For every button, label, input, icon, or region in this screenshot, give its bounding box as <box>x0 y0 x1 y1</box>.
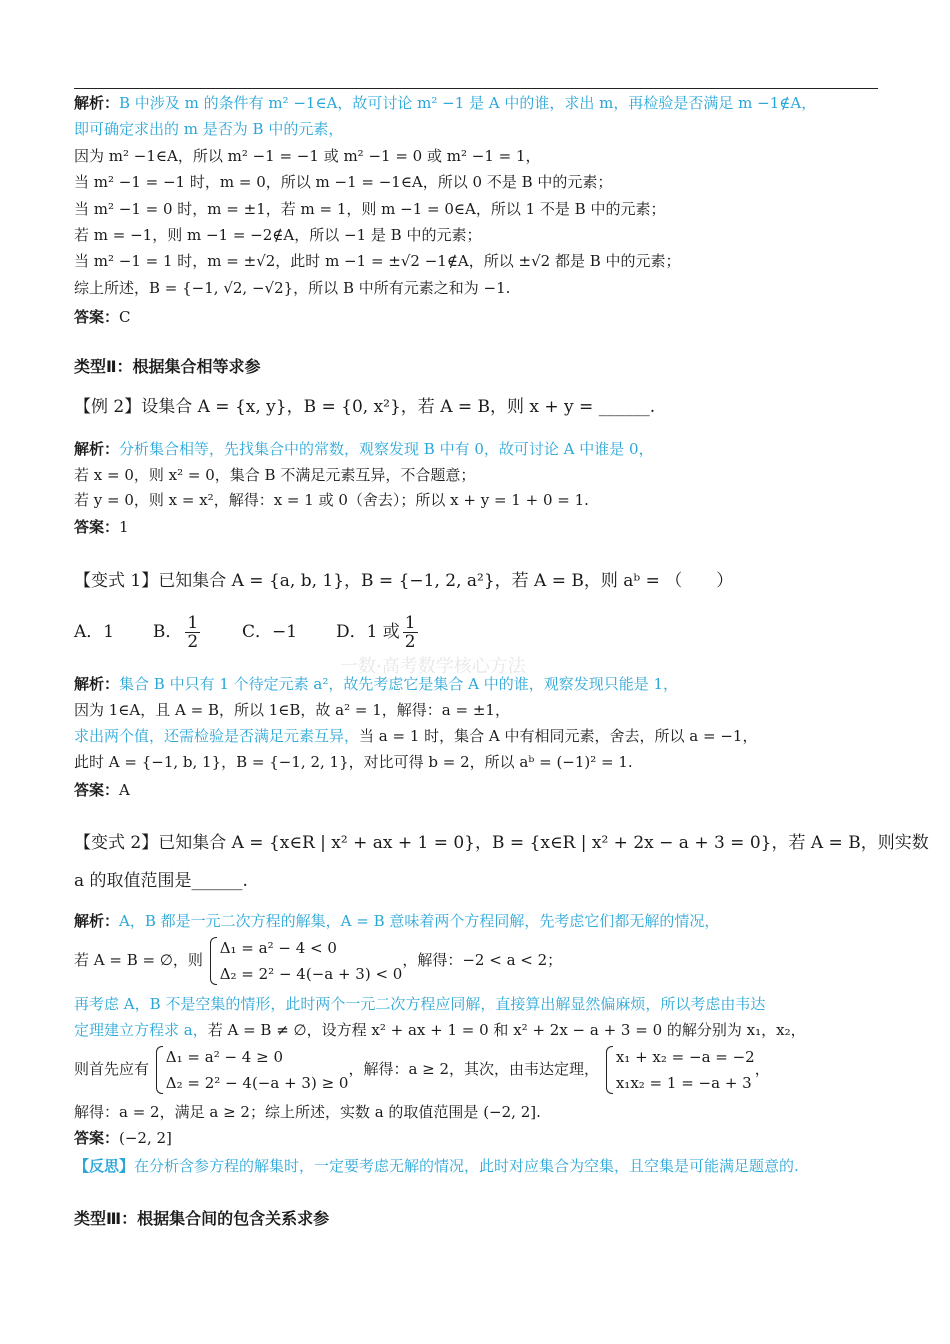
option-a: A．1 <box>74 622 115 642</box>
solution-line: 当 m² −1 = 0 时，m = ±1，若 m = 1，则 m −1 = 0∈A，所以 1 不是 B 中的元素； <box>74 200 666 218</box>
case-pre: 则首先应有 <box>74 1060 150 1078</box>
solution-text: 当 a = 1 时，集合 A 中有相同元素，舍去，所以 a = −1， <box>359 727 758 745</box>
analysis-text: B 中涉及 m 的条件有 m² −1∈A，故可讨论 m² −1 是 A 中的谁，求出 m，再检验是否满足 m −1∉A， <box>119 94 817 112</box>
fraction <box>185 614 200 651</box>
option-c: C．−1 <box>242 622 298 642</box>
var1-answer <box>74 779 130 801</box>
case-post: ， <box>754 1060 770 1078</box>
var2-analysis <box>74 910 719 932</box>
fraction-denominator: 2 <box>187 632 199 652</box>
answer-label: 答案： <box>74 518 120 536</box>
var2-question-line1: 【变式 2】已知集合 A = {x∈R | x² + ax + 1 = 0}，B = {x∈R | x² + 2x − a + 3 = 0}，若 A = B，则实数 <box>74 833 929 853</box>
ex2-answer <box>74 516 129 538</box>
option-d-label: D．1 或 <box>335 622 400 642</box>
var2-question-line2: a 的取值范围是______. <box>74 871 248 891</box>
equation: Δ₁ = a² − 4 ≥ 0 <box>165 1048 283 1066</box>
case-empty-set <box>74 934 562 987</box>
solution-line: 综上所述，B = {−1, √2, −√2}，所以 B 中所有元素之和为 −1. <box>74 279 511 297</box>
solution-line <box>74 725 757 747</box>
answer-value: A <box>119 781 130 799</box>
var2-answer <box>74 1127 172 1149</box>
equation: x₁x₂ = 1 = −a + 3 <box>615 1074 752 1092</box>
equation-system <box>154 1044 349 1096</box>
analysis-text-2: 即可确定求出的 m 是否为 B 中的元素， <box>74 120 344 138</box>
case-post: ，解得：−2 < a < 2； <box>402 951 563 969</box>
ex1-analysis <box>74 92 816 114</box>
solution-line: 解得：a = 2，满足 a ≥ 2；综上所述，实数 a 的取值范围是 (−2, 2]. <box>74 1103 541 1121</box>
case-nonempty <box>74 1043 770 1096</box>
answer-label: 答案： <box>74 1129 120 1147</box>
analysis-label: 解析： <box>74 675 120 693</box>
case-mid: ，解得：a ≥ 2，其次，由韦达定理， <box>348 1060 600 1078</box>
answer-value: 1 <box>119 518 129 536</box>
top-rule <box>74 88 878 89</box>
ex2-analysis <box>74 438 654 460</box>
answer-value: (−2, 2] <box>119 1129 172 1147</box>
fraction-numerator: 1 <box>404 613 416 633</box>
option-d <box>335 613 421 652</box>
vieta-system <box>604 1044 755 1096</box>
analysis-label: 解析： <box>74 912 120 930</box>
solution-line: 若 m = −1，则 m −1 = −2∉A，所以 −1 是 B 中的元素； <box>74 226 482 244</box>
fraction-denominator: 2 <box>404 632 416 652</box>
equation-system <box>208 935 403 987</box>
equation: Δ₁ = a² − 4 < 0 <box>219 939 337 957</box>
section-heading-type3: 类型Ⅲ：根据集合间的包含关系求参 <box>74 1209 330 1228</box>
reflection-label: 【反思】 <box>74 1157 135 1175</box>
solution-line: 若 y = 0，则 x = x²，解得：x = 1 或 0（舍去）；所以 x + y = 1 + 0 = 1. <box>74 491 589 509</box>
analysis-text: 再考虑 A，B 不是空集的情形，此时两个一元二次方程应同解，直接算出解显然偏麻烦，所以考虑由韦达 <box>74 995 766 1013</box>
var1-question: 【变式 1】已知集合 A = {a, b, 1}，B = {−1, 2, a²}，若 A = B，则 aᵇ = （ ） <box>74 571 734 591</box>
solution-line: 因为 m² −1∈A，所以 m² −1 = −1 或 m² −1 = 0 或 m² −1 = 1， <box>74 147 541 165</box>
reflection-text: 在分析含参方程的解集时，一定要考虑无解的情况，此时对应集合为空集，且空集是可能满足题意的. <box>134 1157 799 1175</box>
fraction-numerator: 1 <box>187 613 199 633</box>
analysis-text: 集合 B 中只有 1 个待定元素 a²，故先考虑它是集合 A 中的谁，观察发现只能是 1， <box>119 675 679 693</box>
var1-options <box>74 612 421 652</box>
solution-text: 若 A = B ≠ ∅，设方程 x² + ax + 1 = 0 和 x² + 2x − a + 3 = 0 的解分别为 x₁，x₂， <box>207 1021 806 1039</box>
equation: x₁ + x₂ = −a = −2 <box>615 1048 755 1066</box>
answer-value: C <box>119 308 131 326</box>
solution-line: 当 m² −1 = −1 时，m = 0，所以 m −1 = −1∈A，所以 0 不是 B 中的元素； <box>74 173 613 191</box>
equation: Δ₂ = 2² − 4(−a + 3) ≥ 0 <box>165 1074 349 1092</box>
analysis-text: 分析集合相等，先找集合中的常数，观察发现 B 中有 0，故可讨论 A 中谁是 0， <box>119 440 654 458</box>
reflection <box>74 1155 799 1177</box>
solution-line: 若 x = 0，则 x² = 0，集合 B 不满足元素互异，不合题意； <box>74 466 476 484</box>
answer-label: 答案： <box>74 781 120 799</box>
analysis-label: 解析： <box>74 440 120 458</box>
watermark: 一数·高考数学核心方法 <box>340 656 526 677</box>
case-pre: 若 A = B = ∅，则 <box>74 951 203 969</box>
ex1-answer <box>74 306 131 328</box>
solution-line: 因为 1∈A，且 A = B，所以 1∈B，故 a² = 1，解得：a = ±1， <box>74 701 510 719</box>
analysis-text: A，B 都是一元二次方程的解集，A = B 意味着两个方程同解，先考虑它们都无解的情况， <box>119 912 720 930</box>
analysis-label: 解析： <box>74 94 120 112</box>
section-heading-type2: 类型Ⅱ：根据集合相等求参 <box>74 357 261 376</box>
solution-line: 当 m² −1 = 1 时，m = ±√2，此时 m −1 = ±√2 −1∉A，所以 ±√2 都是 B 中的元素； <box>74 252 681 270</box>
equation: Δ₂ = 2² − 4(−a + 3) < 0 <box>219 965 403 983</box>
solution-line <box>74 1019 806 1041</box>
option-b <box>152 613 203 652</box>
fraction <box>403 614 418 651</box>
var1-analysis <box>74 673 678 695</box>
analysis-text: 定理建立方程求 a， <box>74 1021 208 1039</box>
answer-label: 答案： <box>74 308 120 326</box>
solution-line: 此时 A = {−1, b, 1}，B = {−1, 2, 1}，对比可得 b = 2，所以 aᵇ = (−1)² = 1. <box>74 753 633 771</box>
option-b-label: B． <box>152 622 183 642</box>
ex2-question: 【例 2】设集合 A = {x, y}，B = {0, x²}，若 A = B，则 x + y = ______. <box>74 397 656 417</box>
analysis-text: 求出两个值，还需检验是否满足元素互异， <box>74 727 360 745</box>
